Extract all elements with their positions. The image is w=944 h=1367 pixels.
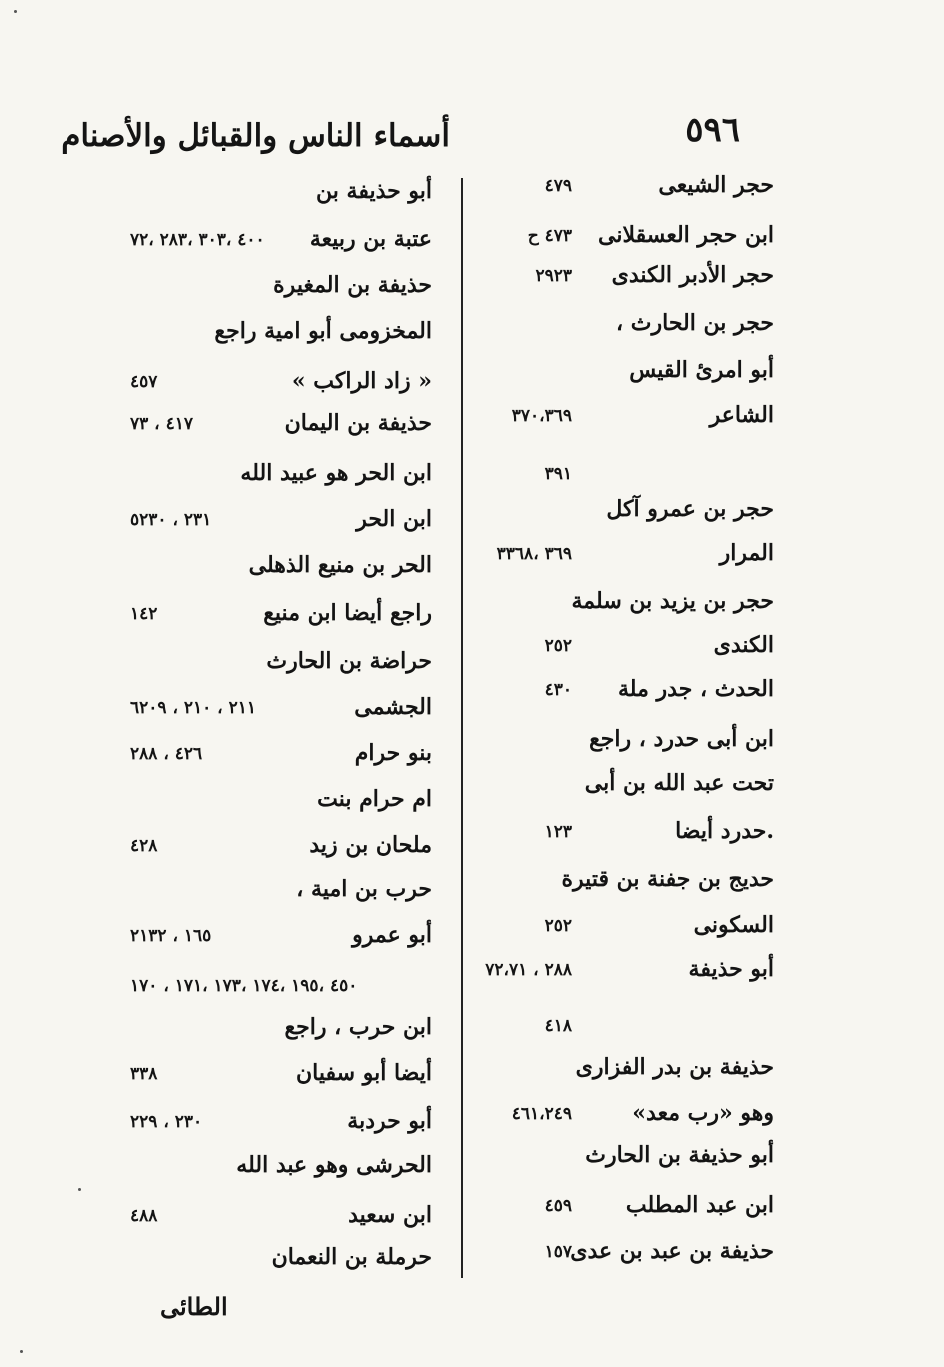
left-column-entry-name: حرب بن امية ، xyxy=(296,876,432,902)
right-column-entry-pages: ٣٧٠،٣٦٩ xyxy=(511,406,572,426)
left-column-entry-name: الحرشى وهو عبد الله xyxy=(236,1152,432,1178)
right-column-entry-pages: ٢٨٨ ، ٧٢،٧١ xyxy=(485,960,572,980)
right-column-entry-pages: ٣٦٩ ،٣٣٦٨ xyxy=(496,544,572,564)
left-column-entry-name: ملحان بن زيد xyxy=(309,832,432,858)
left-column-entry-name: أيضا أبو سفيان xyxy=(296,1060,432,1086)
left-column-entry-pages: ٤٥٠ ،١٩٥ ،١٧٤ ،١٧٣ ،١٧١ ، ١٧٠ xyxy=(130,976,358,996)
left-column-entry-name: أبو حذيفة بن xyxy=(316,178,432,204)
right-column-entry-pages: ٤٣٠ xyxy=(544,680,572,700)
left-column-entry-pages: ٢٣١ ، ٥٢٣٠ xyxy=(130,510,212,530)
continuation-word: الطائى xyxy=(160,1292,228,1321)
right-column-entry-pages: ٤٦١،٢٤٩ xyxy=(511,1104,572,1124)
left-column-entry-name: ابن حرب ، راجع xyxy=(284,1014,432,1040)
left-column-entry-name: عتبة بن ربيعة xyxy=(309,226,432,252)
left-column-entry-name: بنو حرام xyxy=(354,740,432,766)
left-column-entry-pages: ٤٢٦ ، ٢٨٨ xyxy=(130,744,203,764)
right-column-entry-name: المرار xyxy=(719,540,774,566)
right-column-entry-name: الشاعر xyxy=(709,402,774,428)
right-column-entry-name: حذيفة بن عبد بن عدى xyxy=(570,1238,774,1264)
right-column-entry-name: أبو امرئ القيس xyxy=(629,357,774,383)
left-column-entry-name: حذيفة بن اليمان xyxy=(284,410,432,436)
left-column-entry-pages: ٢١١ ، ٢١٠ ، ٦٢٠٩ xyxy=(130,698,256,718)
right-column-entry-name: أبو حذيفة بن الحارث xyxy=(585,1142,774,1168)
right-column-entry-name: حجر الأدبر الكندى xyxy=(611,262,774,288)
left-column-entry-name: حذيفة بن المغيرة xyxy=(273,272,432,298)
scan-speck xyxy=(20,1350,23,1353)
right-column-entry-name: السكونى xyxy=(693,912,774,938)
page-title: أسماء الناس والقبائل والأصنام xyxy=(61,118,450,154)
left-column-entry-name: أبو حردبة xyxy=(347,1108,432,1134)
right-column-entry-name: وهو «رب معد» xyxy=(632,1100,774,1126)
scan-speck xyxy=(78,1188,81,1191)
right-column-entry-name: حجر بن يزيد بن سلمة xyxy=(571,588,774,614)
left-column-entry-pages: ٤٠٠ ،٣٠٣ ،٢٨٣ ،٧٢ xyxy=(130,230,265,250)
left-column-entry-name: حراضة بن الحارث xyxy=(266,648,432,674)
left-column-entry-name: راجع أيضا ابن منيع xyxy=(263,600,432,626)
right-column-entry-name: حجر بن الحارث ، xyxy=(616,310,774,336)
scan-speck xyxy=(14,10,17,13)
left-column-entry-name: حرملة بن النعمان xyxy=(271,1244,432,1270)
right-column-entry-pages: ٤٧٣ ح xyxy=(527,226,572,246)
left-column-entry-name: المخزومى أبو امية راجع xyxy=(214,318,432,344)
left-column-entry-name: الجشمى xyxy=(354,694,432,720)
right-column-entry-pages: ٤٧٩ xyxy=(544,176,572,196)
right-column-entry-name: حديج بن جفنة بن قتيرة xyxy=(561,866,774,892)
right-column-entry-pages: ٤١٨ xyxy=(544,1016,572,1036)
right-column-entry-name: الحدث ، جدر ملة xyxy=(618,676,774,702)
left-column-entry-name: ابن الحر هو عبيد الله xyxy=(240,460,432,486)
right-column-entry-pages: ٢٩٢٣ xyxy=(535,266,572,286)
left-column-entry-pages: ٣٣٨ xyxy=(130,1064,158,1084)
left-column-entry-name: ابن سعيد xyxy=(348,1202,432,1228)
left-column-entry-pages: ٤١٧ ، ٧٣ xyxy=(130,414,193,434)
right-column-entry-name: حجر بن عمرو آكل xyxy=(606,496,774,522)
left-column-entry-pages: ١٤٢ xyxy=(130,604,158,624)
right-column-entry-name: الكندى xyxy=(713,632,774,658)
left-column-entry-name: « زاد الراكب » xyxy=(291,368,432,394)
right-column-entry-name: تحت عبد الله بن أبى xyxy=(584,770,774,796)
left-column-entry-pages: ٤٨٨ xyxy=(130,1206,158,1226)
right-column-entry-pages: ٤٥٩ xyxy=(544,1196,572,1216)
right-column-entry-name: حجر الشيعى xyxy=(658,172,774,198)
right-column-entry-pages: ٣٩١ xyxy=(544,464,572,484)
right-column-entry-name: .حدرد أيضا xyxy=(675,818,774,844)
left-column-entry-pages: ٤٢٨ xyxy=(130,836,158,856)
left-column-entry-pages: ٤٥٧ xyxy=(130,372,158,392)
left-column-entry-name: ام حرام بنت xyxy=(317,786,432,812)
page-number: ٥٩٦ xyxy=(685,110,740,150)
right-column-entry-name: حذيفة بن بدر الفزارى xyxy=(575,1054,774,1080)
left-column-entry-name: ابن الحر xyxy=(356,506,432,532)
right-column-entry-name: أبو حذيفة xyxy=(688,956,774,982)
right-column-entry-name: ابن عبد المطلب xyxy=(625,1192,774,1218)
left-column-entry-name: الحر بن منيع الذهلى xyxy=(248,552,432,578)
left-column-entry-pages: ١٦٥ ، ٢١٣٢ xyxy=(130,926,212,946)
right-column-entry-name: ابن حجر العسقلانى xyxy=(597,222,774,248)
right-column-entry-pages: ٢٥٢ xyxy=(544,916,572,936)
left-column-entry-name: أبو عمرو xyxy=(352,922,432,948)
right-column-entry-pages: ٢٥٢ xyxy=(544,636,572,656)
right-column-entry-pages: ١٥٧ xyxy=(544,1242,572,1262)
right-column-entry-name: ابن أبى حدرد ، راجع xyxy=(589,726,774,752)
right-column-entry-pages: ١٢٣ xyxy=(544,822,572,842)
left-column-entry-pages: ٢٣٠ ، ٢٢٩ xyxy=(130,1112,203,1132)
